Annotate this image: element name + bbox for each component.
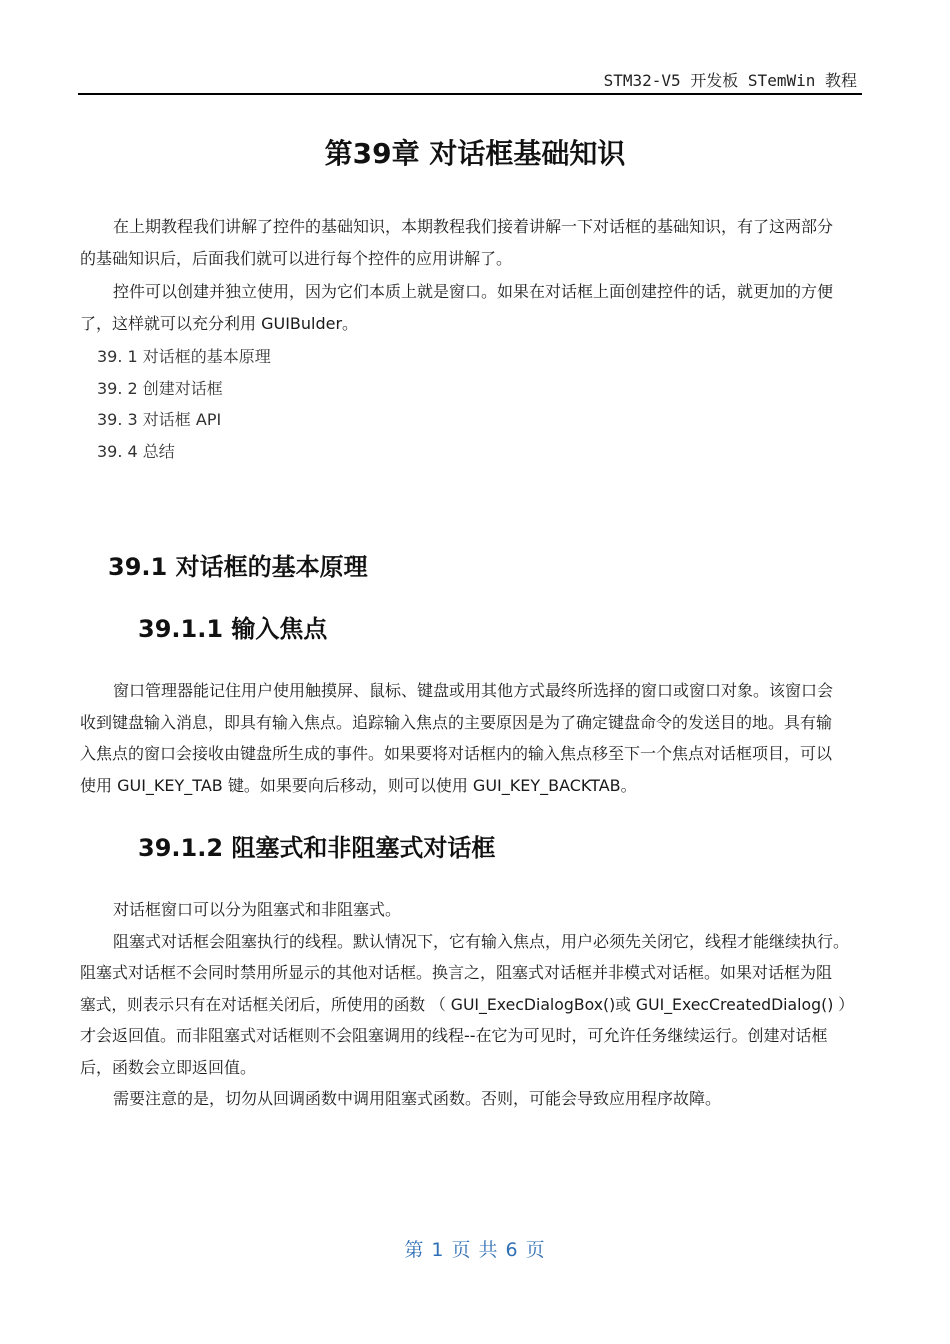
- text-line: 需要注意的是，切勿从回调函数中调用阻塞式函数。否则，可能会导致应用程序故障。: [113, 1089, 722, 1108]
- subsection-heading: 39.1.2 阻塞式和非阻塞式对话框: [138, 834, 496, 862]
- chapter-title: 第39章 对话框基础知识: [324, 137, 626, 170]
- text-line: 阻塞式对话框不会同时禁用所显示的其他对话框。换言之，阻塞式对话框并非模式对话框。如果对话框为阻: [80, 963, 833, 982]
- text-line: 入焦点的窗口会接收由键盘所生成的事件。如果要将对话框内的输入焦点移至下一个焦点对话框项目，可以: [80, 744, 833, 763]
- text-line: 在上期教程我们讲解了控件的基础知识，本期教程我们接着讲解一下对话框的基础知识，有了这两部分: [113, 217, 834, 236]
- input-focus-paragraph: [80, 675, 862, 801]
- subsection-heading: 39.1.1 输入焦点: [138, 615, 328, 643]
- toc-item[interactable]: 39. 1 对话框的基本原理: [97, 347, 271, 366]
- text-line: 后，函数会立即返回值。: [80, 1057, 257, 1077]
- header-divider: [78, 93, 862, 95]
- text-line: 使用 GUI_KEY_TAB 键。如果要向后移动，则可以使用 GUI_KEY_BACKTAB。: [80, 775, 637, 795]
- text-line: 收到键盘输入消息，即具有输入焦点。追踪输入焦点的主要原因是为了确定键盘命令的发送目的地。具有输: [80, 712, 833, 732]
- header-title: STM32-V5 开发板 STemWin 教程: [603, 71, 857, 90]
- section-heading: 39.1 对话框的基本原理: [108, 553, 368, 581]
- text-line: 的基础知识后，后面我们就可以进行每个控件的应用讲解了。: [80, 248, 513, 268]
- text-line: 控件可以创建并独立使用，因为它们本质上就是窗口。如果在对话框上面创建控件的话，就更加的方便: [113, 282, 834, 301]
- text-line: 塞式，则表示只有在对话框关闭后，所使用的函数 （ GUI_ExecDialogBox()或 GUI_ExecCreatedDialog() ）: [80, 994, 854, 1014]
- text-line: 了，这样就可以充分利用 GUIBulder。: [80, 313, 359, 333]
- intro-paragraph-2: [80, 276, 862, 339]
- toc-item[interactable]: 39. 2 创建对话框: [97, 378, 223, 398]
- text-line: 才会返回值。而非阻塞式对话框则不会阻塞调用的线程--在它为可见时，可允许任务继续运行。创建对话框: [80, 1026, 828, 1045]
- text-line: 窗口管理器能记住用户使用触摸屏、鼠标、键盘或用其他方式最终所选择的窗口或窗口对象。该窗口会: [113, 681, 834, 700]
- dialog-types-paragraph: [80, 894, 862, 1115]
- page-footer: 第 1 页 共 6 页: [404, 1239, 546, 1261]
- text-line: 阻塞式对话框会阻塞执行的线程。默认情况下，它有输入焦点，用户必须先关闭它，线程才能继续执行。: [113, 931, 850, 951]
- toc-item[interactable]: 39. 3 对话框 API: [97, 410, 222, 430]
- table-of-contents: [97, 341, 271, 468]
- intro-paragraph-1: [80, 211, 862, 274]
- text-line: 对话框窗口可以分为阻塞式和非阻塞式。: [113, 900, 402, 919]
- toc-item[interactable]: 39. 4 总结: [97, 442, 175, 462]
